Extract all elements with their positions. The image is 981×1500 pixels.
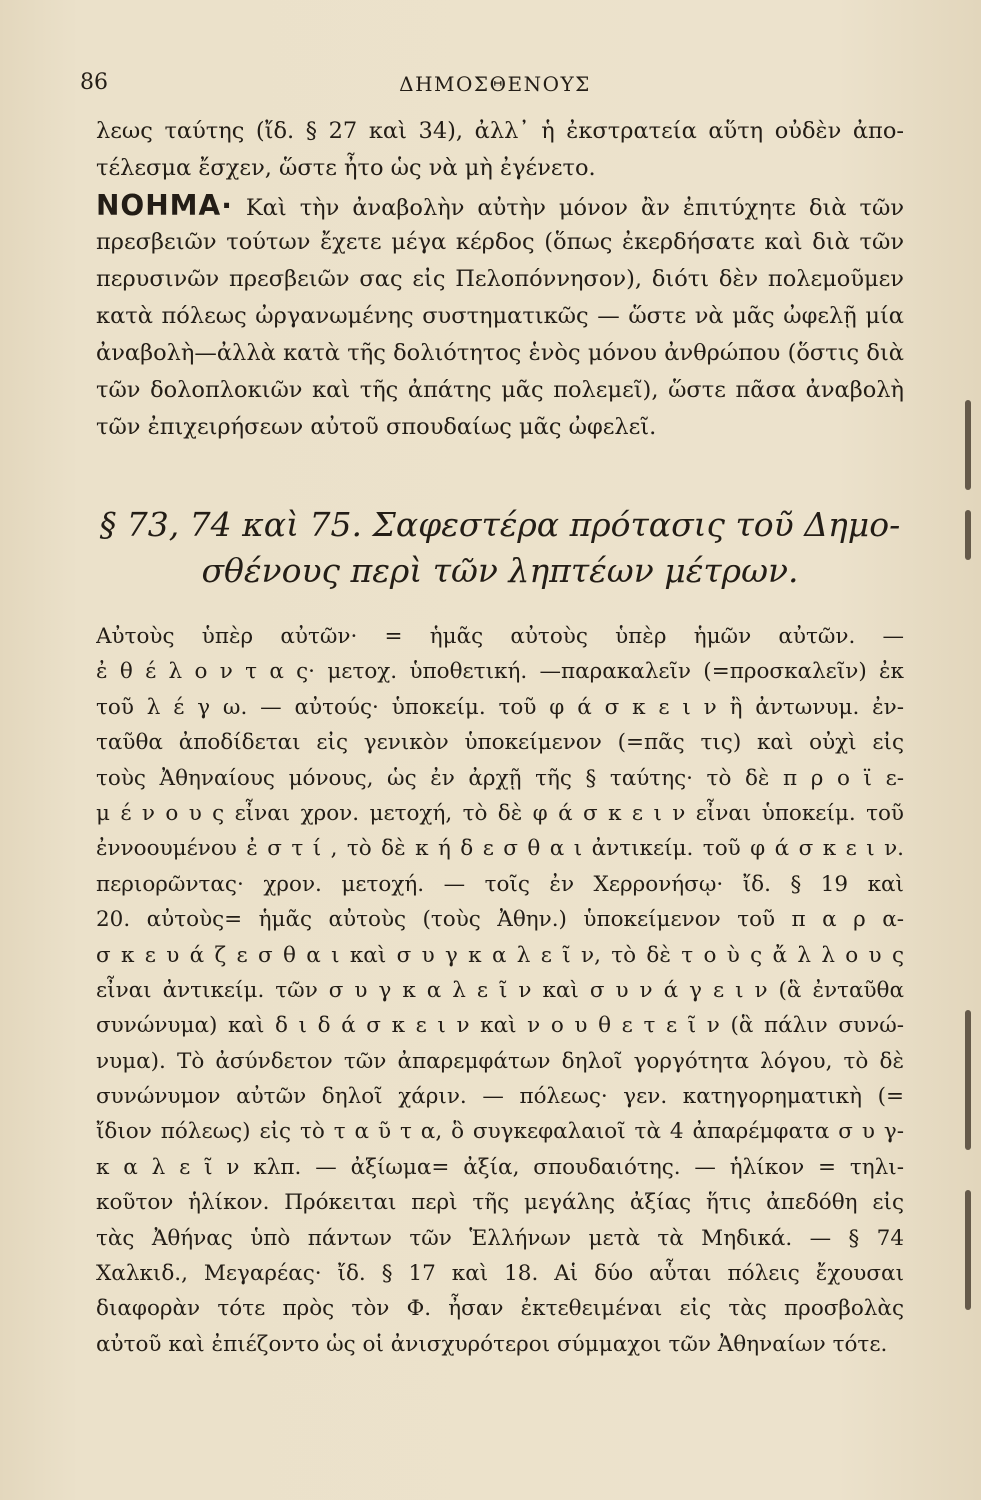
- note-line: σ κ ε υ ά ζ ε σ θ α ι καὶ σ υ γ κ α λ ε ῖ ν, τὸ δὲ τ ο ὺ ς ἄ λ λ ο υ ς: [96, 942, 904, 968]
- page-edge-mark: [965, 1190, 971, 1310]
- commentary-notes: [96, 619, 904, 1362]
- page-header: [80, 70, 910, 100]
- text-line: τῶν δολοπλοκιῶν καὶ τῆς ἀπάτης μᾶς πολεμεῖ), ὥστε πᾶσα ἀναβολὴ: [96, 377, 904, 403]
- note-line: Χαλκιδ., Μεγαρέας· ἴδ. § 17 καὶ 18. Αἱ δύο αὗται πόλεις ἔχουσαι: [96, 1261, 904, 1287]
- text-line: λεως ταύτης (ἴδ. § 27 καὶ 34), ἀλλ᾽ ἡ ἐκστρατεία αὕτη οὐδὲν ἀπο-: [96, 118, 904, 144]
- note-line: αὐτοῦ καὶ ἐπιέζοντο ὡς οἱ ἀνισχυρότεροι σύμμαχοι τῶν Ἀθηναίων τότε.: [96, 1331, 888, 1357]
- note-line: μ έ ν ο υ ς εἶναι χρον. μετοχή, τὸ δὲ φ ά σ κ ε ι ν εἶναι ὑποκείμ. τοῦ: [96, 800, 904, 826]
- text-line: πρεσβειῶν τούτων ἔχετε μέγα κέρδος (ὅπως ἐκερδήσατε καὶ διὰ τῶν: [96, 229, 904, 255]
- text-line: κατὰ πόλεως ὠργανωμένης συστηματικῶς — ὥστε νὰ μᾶς ὠφελῇ μία: [96, 303, 904, 329]
- note-line: τὰς Ἀθήνας ὑπὸ πάντων τῶν Ἑλλήνων μετὰ τὰ Μηδικά. — § 74: [96, 1225, 904, 1251]
- note-line: κ α λ ε ῖ ν κλπ. — ἀξίωμα= ἀξία, σπουδαιότης. — ἡλίκον = τηλι-: [96, 1154, 904, 1180]
- text-line: περυσινῶν πρεσβειῶν σας εἰς Πελοπόννησον), διότι δὲν πολεμοῦμεν: [96, 266, 904, 292]
- heading-line: § 73, 74 καὶ 75. Σαφεστέρα πρότασις τοῦ Δημο-: [99, 505, 901, 544]
- section-heading: [96, 502, 904, 594]
- note-line: ταῦθα ἀποδίδεται εἰς γενικὸν ὑποκείμενον (=πᾶς τις) καὶ οὐχὶ εἰς: [96, 730, 904, 756]
- page-edge-mark: [965, 510, 971, 560]
- page-number: 86: [80, 70, 108, 95]
- note-line: διαφορὰν τότε πρὸς τὸν Φ. ἦσαν ἐκτεθειμέναι εἰς τὰς προσβολὰς: [96, 1296, 904, 1322]
- page-edge-mark: [965, 400, 971, 490]
- note-line: Αὐτοὺς ὑπὲρ αὐτῶν· = ἡμᾶς αὐτοὺς ὑπὲρ ἡμῶν αὐτῶν. —: [96, 624, 904, 649]
- note-line: εἶναι ἀντικείμ. τῶν σ υ γ κ α λ ε ῖ ν καὶ σ υ ν ά γ ε ι ν (ἃ ἐνταῦθα: [96, 977, 904, 1003]
- page-edge-mark: [965, 1010, 971, 1150]
- noima-text: Καὶ τὴν ἀναβολὴν αὐτὴν μόνον ἂν ἐπιτύχητε διὰ τῶν: [245, 195, 904, 221]
- note-line: ἐ θ έ λ ο ν τ α ς· μετοχ. ὑποθετική. —παρακαλεῖν (=προσκαλεῖν) ἐκ: [96, 659, 904, 685]
- note-line: περιορῶντας· χρον. μετοχή. — τοῖς ἐν Χερρονήσῳ· ἴδ. § 19 καὶ: [96, 871, 904, 897]
- note-line: ἴδιον πόλεως) εἰς τὸ τ α ῦ τ α, ὃ συγκεφαλαιοῖ τὰ 4 ἀπαρέμφατα σ υ γ-: [96, 1119, 904, 1145]
- noima-label: ΝΟΗΜΑ·: [96, 189, 233, 222]
- note-line: νυμα). Τὸ ἀσύνδετον τῶν ἀπαρεμφάτων δηλοῖ γοργότητα λόγου, τὸ δὲ: [96, 1048, 904, 1074]
- note-line: ἐννοουμένου ἐ σ τ ί , τὸ δὲ κ ή δ ε σ θ α ι ἀντικείμ. τοῦ φ ά σ κ ε ι ν.: [96, 836, 904, 862]
- note-line: συνώνυμον αὐτῶν δηλοῖ χάριν. — πόλεως· γεν. κατηγορηματικὴ (=: [96, 1084, 904, 1110]
- heading-line: σθένους περὶ τῶν ληπτέων μέτρων.: [201, 551, 799, 590]
- note-line: συνώνυμα) καὶ δ ι δ ά σ κ ε ι ν καὶ ν ο υ θ ε τ ε ῖ ν (ἃ πάλιν συνώ-: [96, 1013, 904, 1039]
- intro-paragraph: [96, 113, 904, 446]
- note-line: τοὺς Ἀθηναίους μόνους, ὡς ἐν ἀρχῇ τῆς § ταύτης· τὸ δὲ π ρ ο ϊ ε-: [96, 765, 904, 791]
- note-line: τοῦ λ έ γ ω. — αὐτούς· ὑποκείμ. τοῦ φ ά σ κ ε ι ν ἢ ἀντωνυμ. ἐν-: [96, 694, 904, 720]
- text-line: τέλεσμα ἔσχεν, ὥστε ἦτο ὡς νὰ μὴ ἐγένετο.: [96, 155, 596, 181]
- text-line: ἀναβολὴ—ἀλλὰ κατὰ τῆς δολιότητος ἑνὸς μόνου ἀνθρώπου (ὅστις διὰ: [96, 340, 904, 366]
- text-line: τῶν ἐπιχειρήσεων αὐτοῦ σπουδαίως μᾶς ὠφελεῖ.: [96, 414, 657, 440]
- note-line: 20. αὐτοὺς= ἡμᾶς αὐτοὺς (τοὺς Ἀθην.) ὑποκείμενον τοῦ π α ρ α-: [96, 907, 904, 933]
- note-line: κοῦτον ἡλίκον. Πρόκειται περὶ τῆς μεγάλης ἀξίας ἥτις ἀπεδόθη εἰς: [96, 1190, 904, 1216]
- running-title: ΔΗΜΟΣΘΕΝΟΥΣ: [399, 72, 591, 96]
- noima-line: [96, 187, 904, 224]
